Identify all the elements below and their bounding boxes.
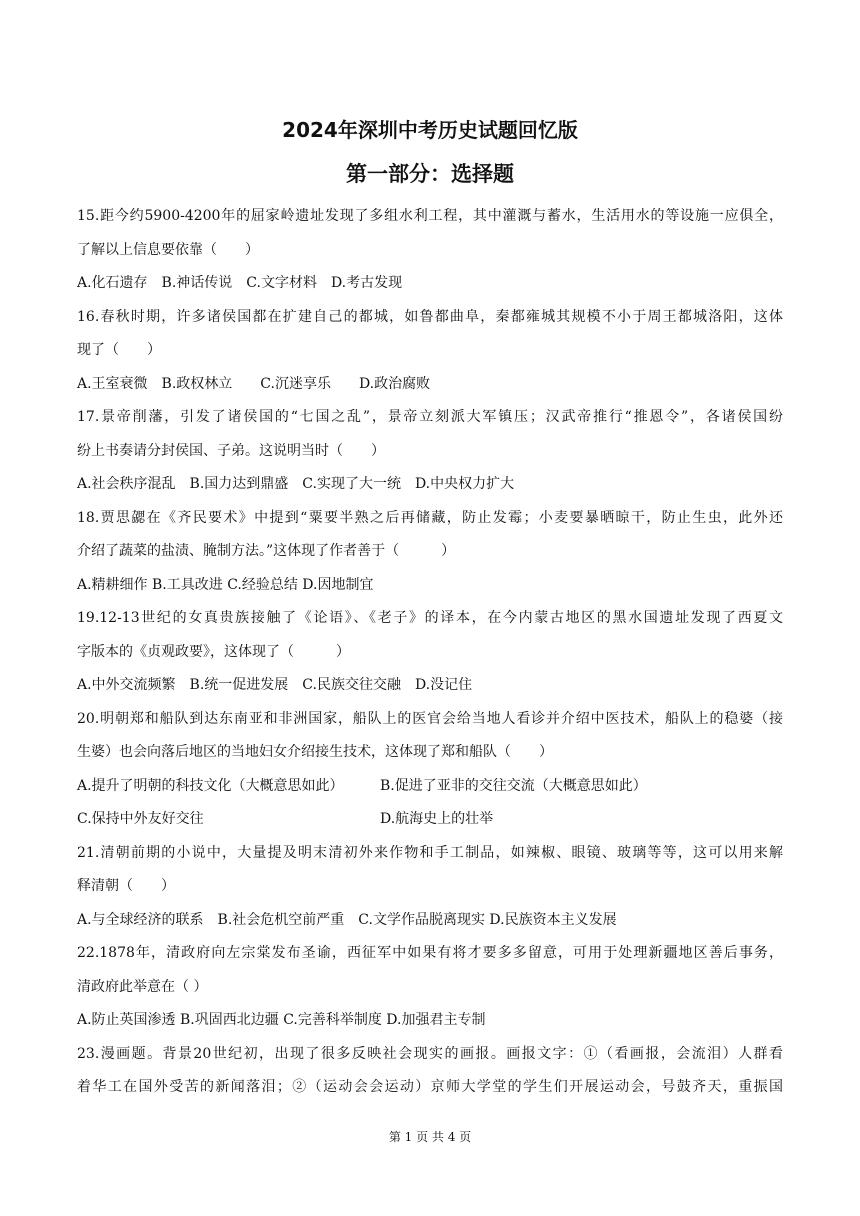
- option-b: B.促进了亚非的交往交流（大概意思如此）: [380, 777, 647, 794]
- text-line: 20.明朝郑和船队到达东南亚和非洲国家，船队上的医官会给当地人看诊并介绍中医技术，船队上的稳婆（接: [77, 710, 783, 727]
- text-line: 19.12-13世纪的女真贵族接触了《论语》、《老子》的译本，在今内蒙古地区的黑水国遗址发现了西夏文: [77, 610, 783, 626]
- options-line: A.与全球经济的联系 B.社会危机空前严重 C.文学作品脱离现实 D.民族资本主义发展: [77, 911, 617, 928]
- text-line: 16.春秋时期，许多诸侯国都在扩建自己的都城，如鲁都曲阜，秦都雍城其规模不小于周王都城洛阳，这体: [77, 308, 783, 325]
- text-line: 字版本的《贞观政要》，这体现了（ ）: [77, 643, 350, 660]
- text-line: 了解以上信息要依靠（ ）: [77, 241, 259, 258]
- text-line: 15.距今约5900-4200年的屈家岭遗址发现了多组水利工程，其中灌溉与蓄水，生活用水的等设施一应俱全，: [77, 208, 783, 224]
- option-a: A.提升了明朝的科技文化（大概意思如此）: [77, 777, 344, 794]
- section-heading: 第一部分：选择题: [346, 162, 514, 186]
- text-line: 着华工在国外受苦的新闻落泪；②（运动会会运动）京师大学堂的学生们开展运动会，号鼓齐天，重振国: [77, 1079, 783, 1095]
- options-line: [77, 803, 783, 837]
- text-line: 生婆）也会向落后地区的当地妇女介绍接生技术，这体现了郑和船队（ ）: [77, 744, 553, 760]
- option-d: D.航海史上的壮举: [380, 811, 494, 827]
- page-footer: 第 1 页 共 4 页: [388, 1130, 472, 1144]
- question-body: [77, 200, 783, 1105]
- options-line: A.社会秩序混乱 B.国力达到鼎盛 C.实现了大一统 D.中央权力扩大: [77, 476, 515, 492]
- text-line: 22.1878年，清政府向左宗棠发布圣谕，西征军中如果有将才要多多留意，可用于处理新疆地区善后事务，: [77, 945, 783, 961]
- option-c: C.保持中外友好交往: [77, 811, 204, 827]
- text-line: 17.景帝削藩，引发了诸侯国的“七国之乱”，景帝立刻派大军镇压；汉武帝推行“推恩令”，各诸侯国纷: [77, 409, 783, 425]
- options-line: A.化石遗存 B.神话传说 C.文字材料 D.考古发现: [77, 275, 403, 291]
- text-line: 18.贾思勰在《齐民要术》中提到“粟要半熟之后再储藏，防止发霉；小麦要暴晒晾干，防止生虫，此外还: [77, 509, 783, 526]
- text-line: 释清朝（ ）: [77, 878, 175, 894]
- options-line: [77, 770, 783, 804]
- options-line: A.中外交流频繁 B.统一促进发展 C.民族交往交融 D.没记住: [77, 677, 473, 693]
- options-line: A.防止英国渗透 B.巩固西北边疆 C.完善科举制度 D.加强君主专制: [77, 1012, 486, 1028]
- text-line: 21.清朝前期的小说中，大量提及明末清初外来作物和手工制品，如辣椒、眼镜、玻璃等等，这可以用来解: [77, 844, 783, 861]
- options-line: A.王室衰微 B.政权林立 C.沉迷享乐 D.政治腐败: [77, 375, 431, 392]
- text-line: 23.漫画题。背景20世纪初，出现了很多反映社会现实的画报。画报文字：①（看画报，会流泪）人群看: [77, 1045, 783, 1062]
- text-line: 清政府此举意在（ ）: [77, 978, 208, 995]
- text-line: 现了（ ）: [77, 342, 161, 358]
- document-title: 2024年深圳中考历史试题回忆版: [282, 118, 578, 142]
- options-line: A.精耕细作 B.工具改进 C.经验总结 D.因地制宜: [77, 576, 374, 593]
- text-line: 纷上书奏请分封侯国、子弟。这说明当时（ ）: [77, 442, 385, 459]
- text-line: 介绍了蔬菜的盐渍、腌制方法。”这体现了作者善于（ ）: [77, 543, 456, 559]
